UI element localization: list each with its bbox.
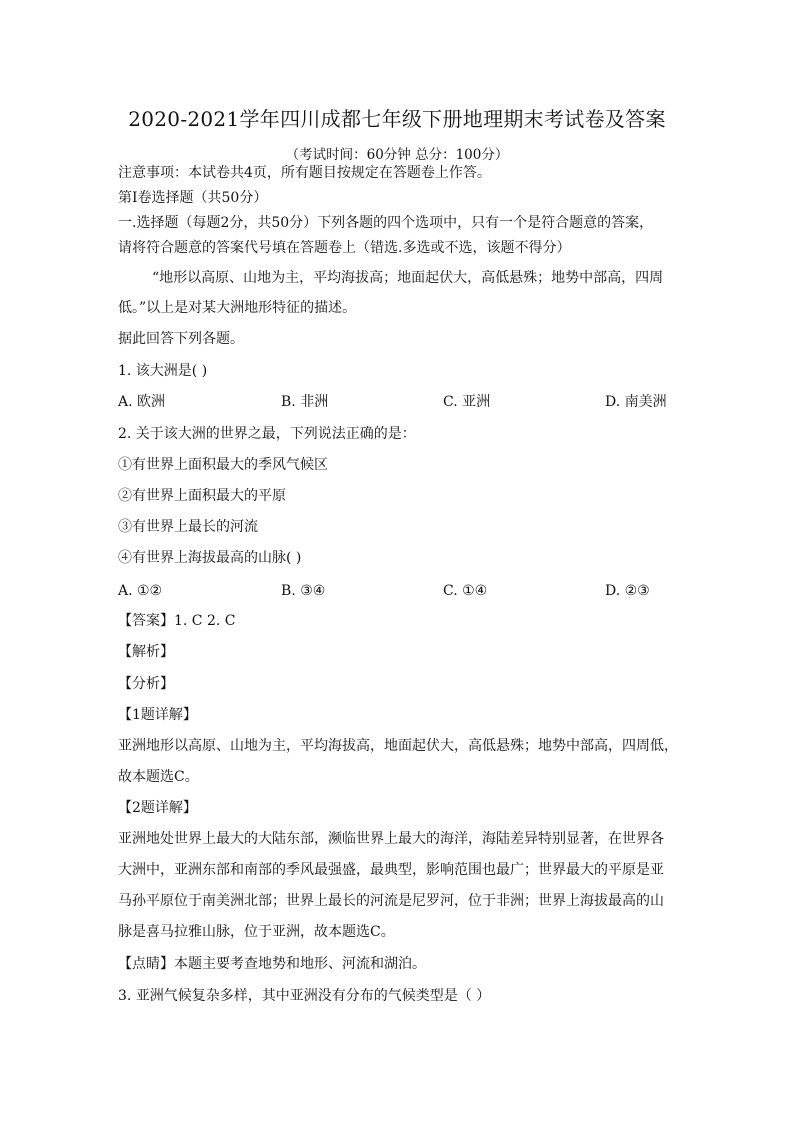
exam-info: （考试时间：60分钟 总分：100分） [285, 147, 509, 163]
q2-option-a: A. ①② [118, 583, 163, 599]
fenxi-heading: 【分析】 [118, 676, 174, 692]
q1-option-b: B. 非洲 [281, 394, 329, 410]
dianjing-line: 【点睛】本题主要考查地势和地形、河流和湖泊。 [118, 956, 426, 972]
q2-option-c: C. ①④ [443, 583, 488, 599]
question-2-stem: 2. 关于该大洲的世界之最，下列说法正确的是： [118, 426, 416, 442]
detail-1-heading: 【1题详解】 [118, 707, 197, 723]
detail-2-line-2: 大洲中，亚洲东部和南部的季风最强盛，最典型，影响范围也最广；世界最大的平原是亚 [118, 862, 664, 878]
q1-option-c: C. 亚洲 [443, 394, 491, 410]
analysis-heading: 【解析】 [118, 644, 174, 660]
detail-2-line-3: 马孙平原位于南美洲北部；世界上最长的河流是尼罗河，位于非洲；世界上海拔最高的山 [118, 893, 664, 909]
notice: 注意事项：本试卷共4页，所有题目按规定在答题卷上作答。 [118, 165, 491, 181]
instructions-line-1: 一.选择题（每题2分，共50分）下列各题的四个选项中，只有一个是符合题意的答案， [118, 215, 654, 231]
q2-option-b: B. ③④ [281, 583, 326, 599]
q2-item-2: ②有世界上面积最大的平原 [118, 488, 286, 504]
detail-1-line-1: 亚洲地形以高原、山地为主，平均海拔高，地面起伏大，高低悬殊；地势中部高，四周低， [118, 738, 678, 754]
detail-2-line-4: 脉是喜马拉雅山脉，位于亚洲，故本题选C。 [118, 924, 395, 940]
question-3-stem: 3. 亚洲气候复杂多样，其中亚洲没有分布的气候类型是（ ） [118, 988, 491, 1004]
q1-option-a: A. 欧洲 [118, 394, 166, 410]
prompt: 据此回答下列各题。 [118, 331, 244, 347]
instructions-line-2: 请将符合题意的答案代号填在答题卷上（错选.多选或不选，该题不得分） [118, 240, 571, 256]
question-1-stem: 1. 该大洲是( ) [118, 363, 208, 379]
q1-option-d: D. 南美洲 [605, 394, 667, 410]
detail-1-line-2: 故本题选C。 [118, 769, 199, 785]
q2-item-1: ①有世界上面积最大的季风气候区 [118, 457, 328, 473]
passage-line-2: 低。”以上是对某大洲地形特征的描述。 [118, 300, 357, 316]
detail-2-heading: 【2题详解】 [118, 800, 197, 816]
detail-2-line-1: 亚洲地处世界上最大的大陆东部，濒临世界上最大的海洋，海陆差异特别显著，在世界各 [118, 831, 664, 847]
q2-item-4: ④有世界上海拔最高的山脉( ) [118, 550, 302, 566]
passage-line-1: “地形以高原、山地为主，平均海拔高；地面起伏大，高低悬殊；地势中部高，四周 [152, 270, 664, 286]
q2-item-3: ③有世界上最长的河流 [118, 519, 258, 535]
page-title: 2020-2021学年四川成都七年级下册地理期末考试卷及答案 [128, 107, 666, 131]
answer-line: 【答案】1. C 2. C [118, 613, 236, 629]
part-heading: 第Ⅰ卷选择题（共50分） [118, 190, 268, 206]
q2-option-d: D. ②③ [605, 583, 650, 599]
